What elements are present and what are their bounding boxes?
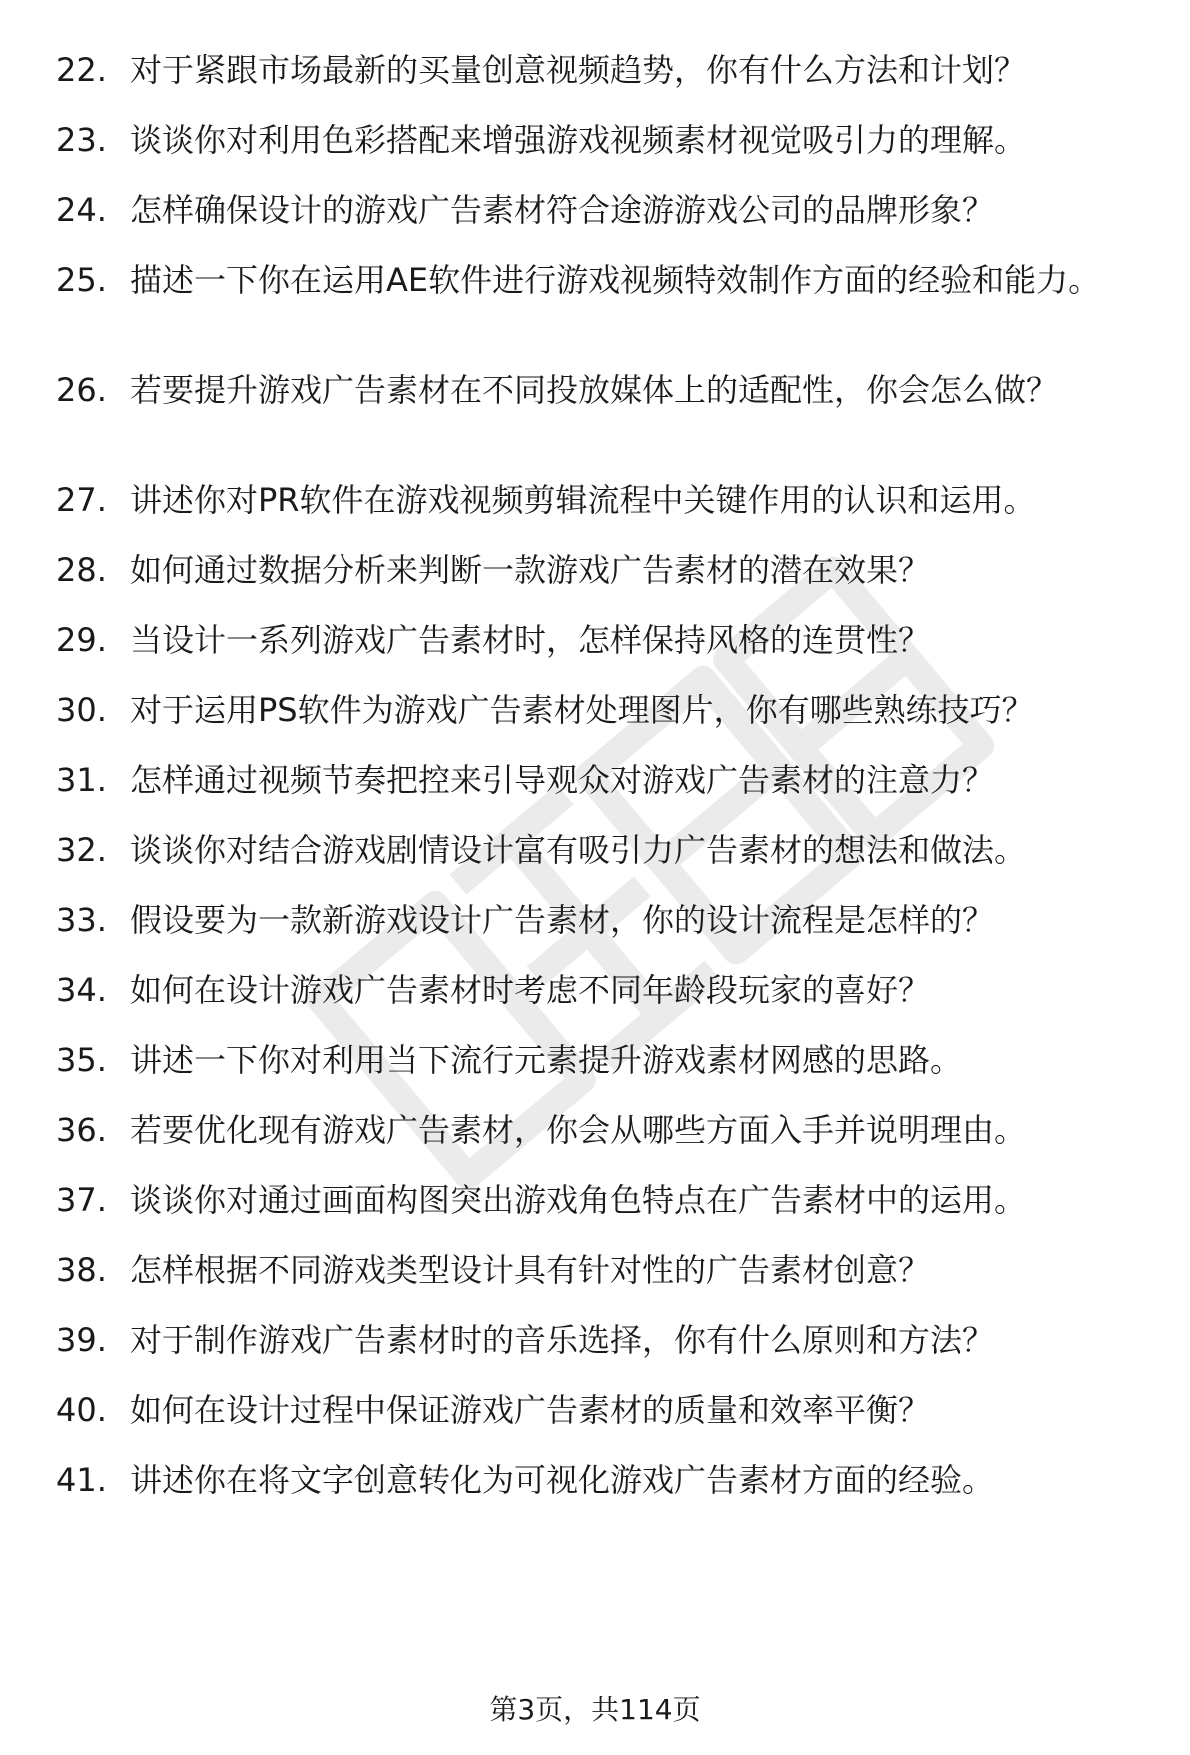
- question-number: 39.: [56, 1321, 107, 1359]
- question-number: 40.: [56, 1391, 107, 1429]
- question-number: 23.: [56, 121, 107, 159]
- question-text: 对于紧跟市场最新的买量创意视频趋势，你有什么方法和计划？: [130, 51, 1027, 89]
- question-number: 24.: [56, 191, 107, 229]
- question-text: 谈谈你对利用色彩搭配来增强游戏视频素材视觉吸引力的理解。: [130, 121, 1027, 159]
- question-number: 36.: [56, 1111, 107, 1149]
- question-number: 26.: [56, 371, 107, 409]
- question-text: 如何在设计游戏广告素材时考虑不同年龄段玩家的喜好？: [130, 971, 931, 1009]
- question-number: 28.: [56, 551, 107, 589]
- question-number: 37.: [56, 1181, 107, 1219]
- question-text: 谈谈你对结合游戏剧情设计富有吸引力广告素材的想法和做法。: [130, 831, 1027, 869]
- question-text: 怎样确保设计的游戏广告素材符合途游游戏公司的品牌形象？: [130, 191, 995, 229]
- question-number: 32.: [56, 831, 107, 869]
- question-number: 41.: [56, 1461, 107, 1499]
- question-number: 29.: [56, 621, 107, 659]
- question-text: 讲述你在将文字创意转化为可视化游戏广告素材方面的经验。: [130, 1461, 995, 1499]
- question-text: 怎样根据不同游戏类型设计具有针对性的广告素材创意？: [130, 1251, 931, 1289]
- question-text: 怎样通过视频节奏把控来引导观众对游戏广告素材的注意力？: [130, 761, 995, 799]
- question-text: 描述一下你在运用AE软件进行游戏视频特效制作方面的经验和能力。: [130, 261, 1101, 299]
- question-text: 如何通过数据分析来判断一款游戏广告素材的潜在效果？: [130, 551, 931, 589]
- question-text: 讲述一下你对利用当下流行元素提升游戏素材网感的思路。: [130, 1041, 963, 1079]
- question-number: 35.: [56, 1041, 107, 1079]
- question-text: 若要优化现有游戏广告素材，你会从哪些方面入手并说明理由。: [130, 1111, 1027, 1149]
- question-number: 27.: [56, 481, 107, 519]
- question-text: 若要提升游戏广告素材在不同投放媒体上的适配性，你会怎么做？: [130, 371, 1059, 409]
- question-number: 30.: [56, 691, 107, 729]
- question-number: 22.: [56, 51, 107, 89]
- question-text: 对于制作游戏广告素材时的音乐选择，你有什么原则和方法？: [130, 1321, 995, 1359]
- question-text: 假设要为一款新游戏设计广告素材，你的设计流程是怎样的？: [130, 901, 995, 939]
- question-number: 38.: [56, 1251, 107, 1289]
- question-number: 34.: [56, 971, 107, 1009]
- page-footer: 第3页，共114页: [489, 1693, 701, 1726]
- question-number: 33.: [56, 901, 107, 939]
- question-text: 当设计一系列游戏广告素材时，怎样保持风格的连贯性？: [130, 621, 931, 659]
- question-number: 31.: [56, 761, 107, 799]
- question-text: 对于运用PS软件为游戏广告素材处理图片，你有哪些熟练技巧？: [130, 691, 1034, 729]
- question-text: 谈谈你对通过画面构图突出游戏角色特点在广告素材中的运用。: [130, 1181, 1027, 1219]
- question-text: 如何在设计过程中保证游戏广告素材的质量和效率平衡？: [130, 1391, 931, 1429]
- question-number: 25.: [56, 261, 107, 299]
- question-text: 讲述你对PR软件在游戏视频剪辑流程中关键作用的认识和运用。: [130, 481, 1036, 519]
